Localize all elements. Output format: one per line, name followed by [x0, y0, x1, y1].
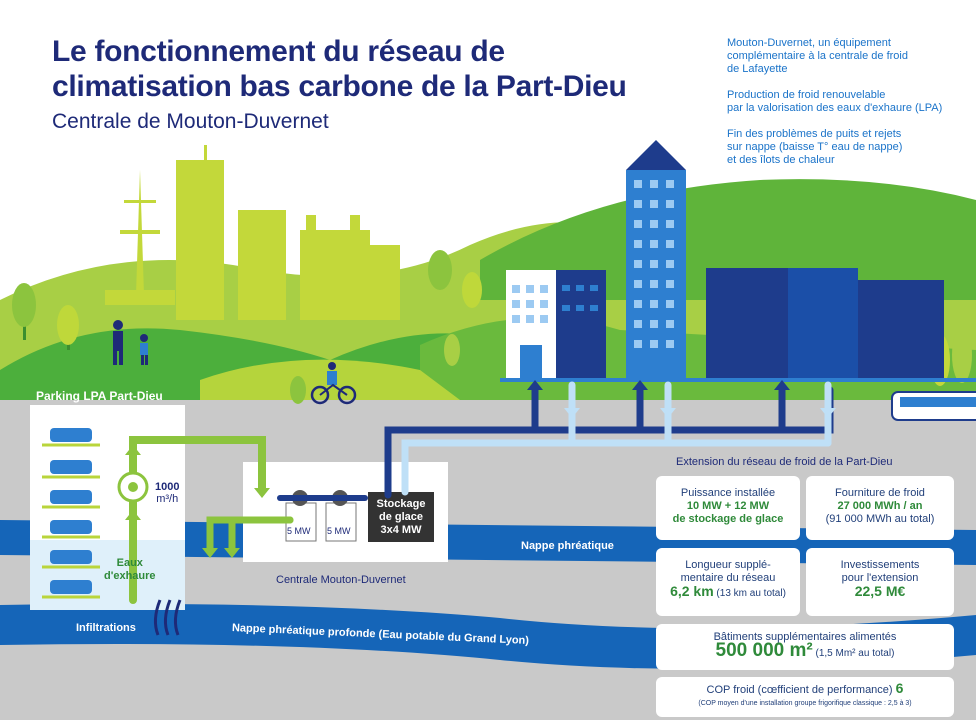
nappe-label: Nappe phréatique: [521, 540, 614, 552]
stockage-line-2: de glace: [378, 511, 424, 523]
parking-label: Parking LPA Part-Dieu: [36, 389, 163, 403]
card-longueur-label-1: Longueur supplé-: [685, 559, 771, 571]
card-longueur-total: (13 km au total): [713, 588, 786, 599]
card-invest-label-1: Investissements: [840, 559, 920, 571]
card-puissance-value: 10 MW + 12 MW: [686, 500, 770, 512]
card-puissance-label: Puissance installée: [680, 487, 776, 499]
stockage-label: [368, 498, 434, 537]
card-batiments: [656, 624, 954, 670]
card-invest-value: 22,5 M€: [854, 583, 906, 599]
note-3: [727, 128, 902, 167]
title-line-1: Le fonctionnement du réseau de: [52, 35, 505, 68]
card-cop: [656, 677, 954, 717]
note-2-line-1: Production de froid renouvelable: [727, 89, 886, 101]
card-longueur-label-2: mentaire du réseau: [680, 572, 776, 584]
card-fourniture-label: Fourniture de froid: [835, 487, 925, 499]
note-2-line-2: par la valorisation des eaux d'exhaure (LPA): [727, 102, 943, 114]
card-batiments-value: 500 000 m²: [715, 640, 813, 661]
card-longueur: [656, 548, 800, 616]
card-batiments-label: Bâtiments supplémentaires alimentés: [713, 631, 897, 643]
page-title: [52, 34, 692, 104]
flow-unit: m³/h: [156, 493, 179, 505]
note-3-line-3: et des îlots de chaleur: [727, 154, 835, 166]
eaux-line-1: Eaux: [116, 557, 143, 569]
card-batiments-total: (1,5 Mm² au total): [812, 648, 895, 659]
note-1: [727, 37, 908, 76]
card-puissance: [656, 476, 800, 540]
extension-label: Extension du réseau de froid de la Part-Dieu: [676, 456, 893, 468]
bus: [892, 392, 976, 420]
card-longueur-value: 6,2 km: [670, 583, 714, 599]
flow-value: 1000: [155, 481, 180, 493]
card-cop-label: COP froid (cœfficient de performance): [706, 684, 893, 696]
eaux-exhaure-label: [104, 557, 156, 583]
flow-rate: [155, 481, 179, 505]
eaux-line-2: d'exhaure: [104, 570, 156, 582]
card-fourniture: [806, 476, 954, 540]
nappe-profonde-label: Nappe phréatique profonde (Eau potable du Grand Lyon): [231, 622, 530, 647]
infiltrations-label: Infiltrations: [76, 622, 136, 634]
machine-1-label: 5 MW: [287, 526, 311, 536]
pump-center: [128, 482, 138, 492]
note-1-line-1: Mouton-Duvernet, un équipement: [727, 37, 891, 49]
title-line-2: climatisation bas carbone de la Part-Dieu: [52, 70, 627, 103]
note-3-line-2: sur nappe (baisse T° eau de nappe): [727, 141, 903, 153]
centrale-label: Centrale Mouton-Duvernet: [276, 574, 406, 586]
card-fourniture-total: (91 000 MWh au total): [825, 513, 935, 525]
card-puissance-unit: de stockage de glace: [672, 513, 784, 525]
card-invest-label-2: pour l'extension: [841, 572, 919, 584]
stockage-line-3: 3x4 MW: [380, 524, 422, 536]
card-cop-note: (COP moyen d'une installation groupe frigorifique classique : 2,5 à 3): [698, 700, 912, 707]
card-fourniture-value: 27 000 MWh / an: [837, 500, 923, 512]
page-subtitle: Centrale de Mouton-Duvernet: [52, 110, 329, 133]
machine-2-label: 5 MW: [327, 526, 351, 536]
note-3-line-1: Fin des problèmes de puits et rejets: [727, 128, 902, 140]
card-invest: [806, 548, 954, 616]
stockage-line-1: Stockage: [376, 498, 426, 510]
city-skyline: [105, 145, 400, 320]
note-1-line-2: complémentaire à la centrale de froid: [727, 50, 908, 62]
note-1-line-3: de Lafayette: [727, 63, 788, 75]
card-cop-value: 6: [895, 680, 904, 696]
note-2: [727, 89, 942, 115]
